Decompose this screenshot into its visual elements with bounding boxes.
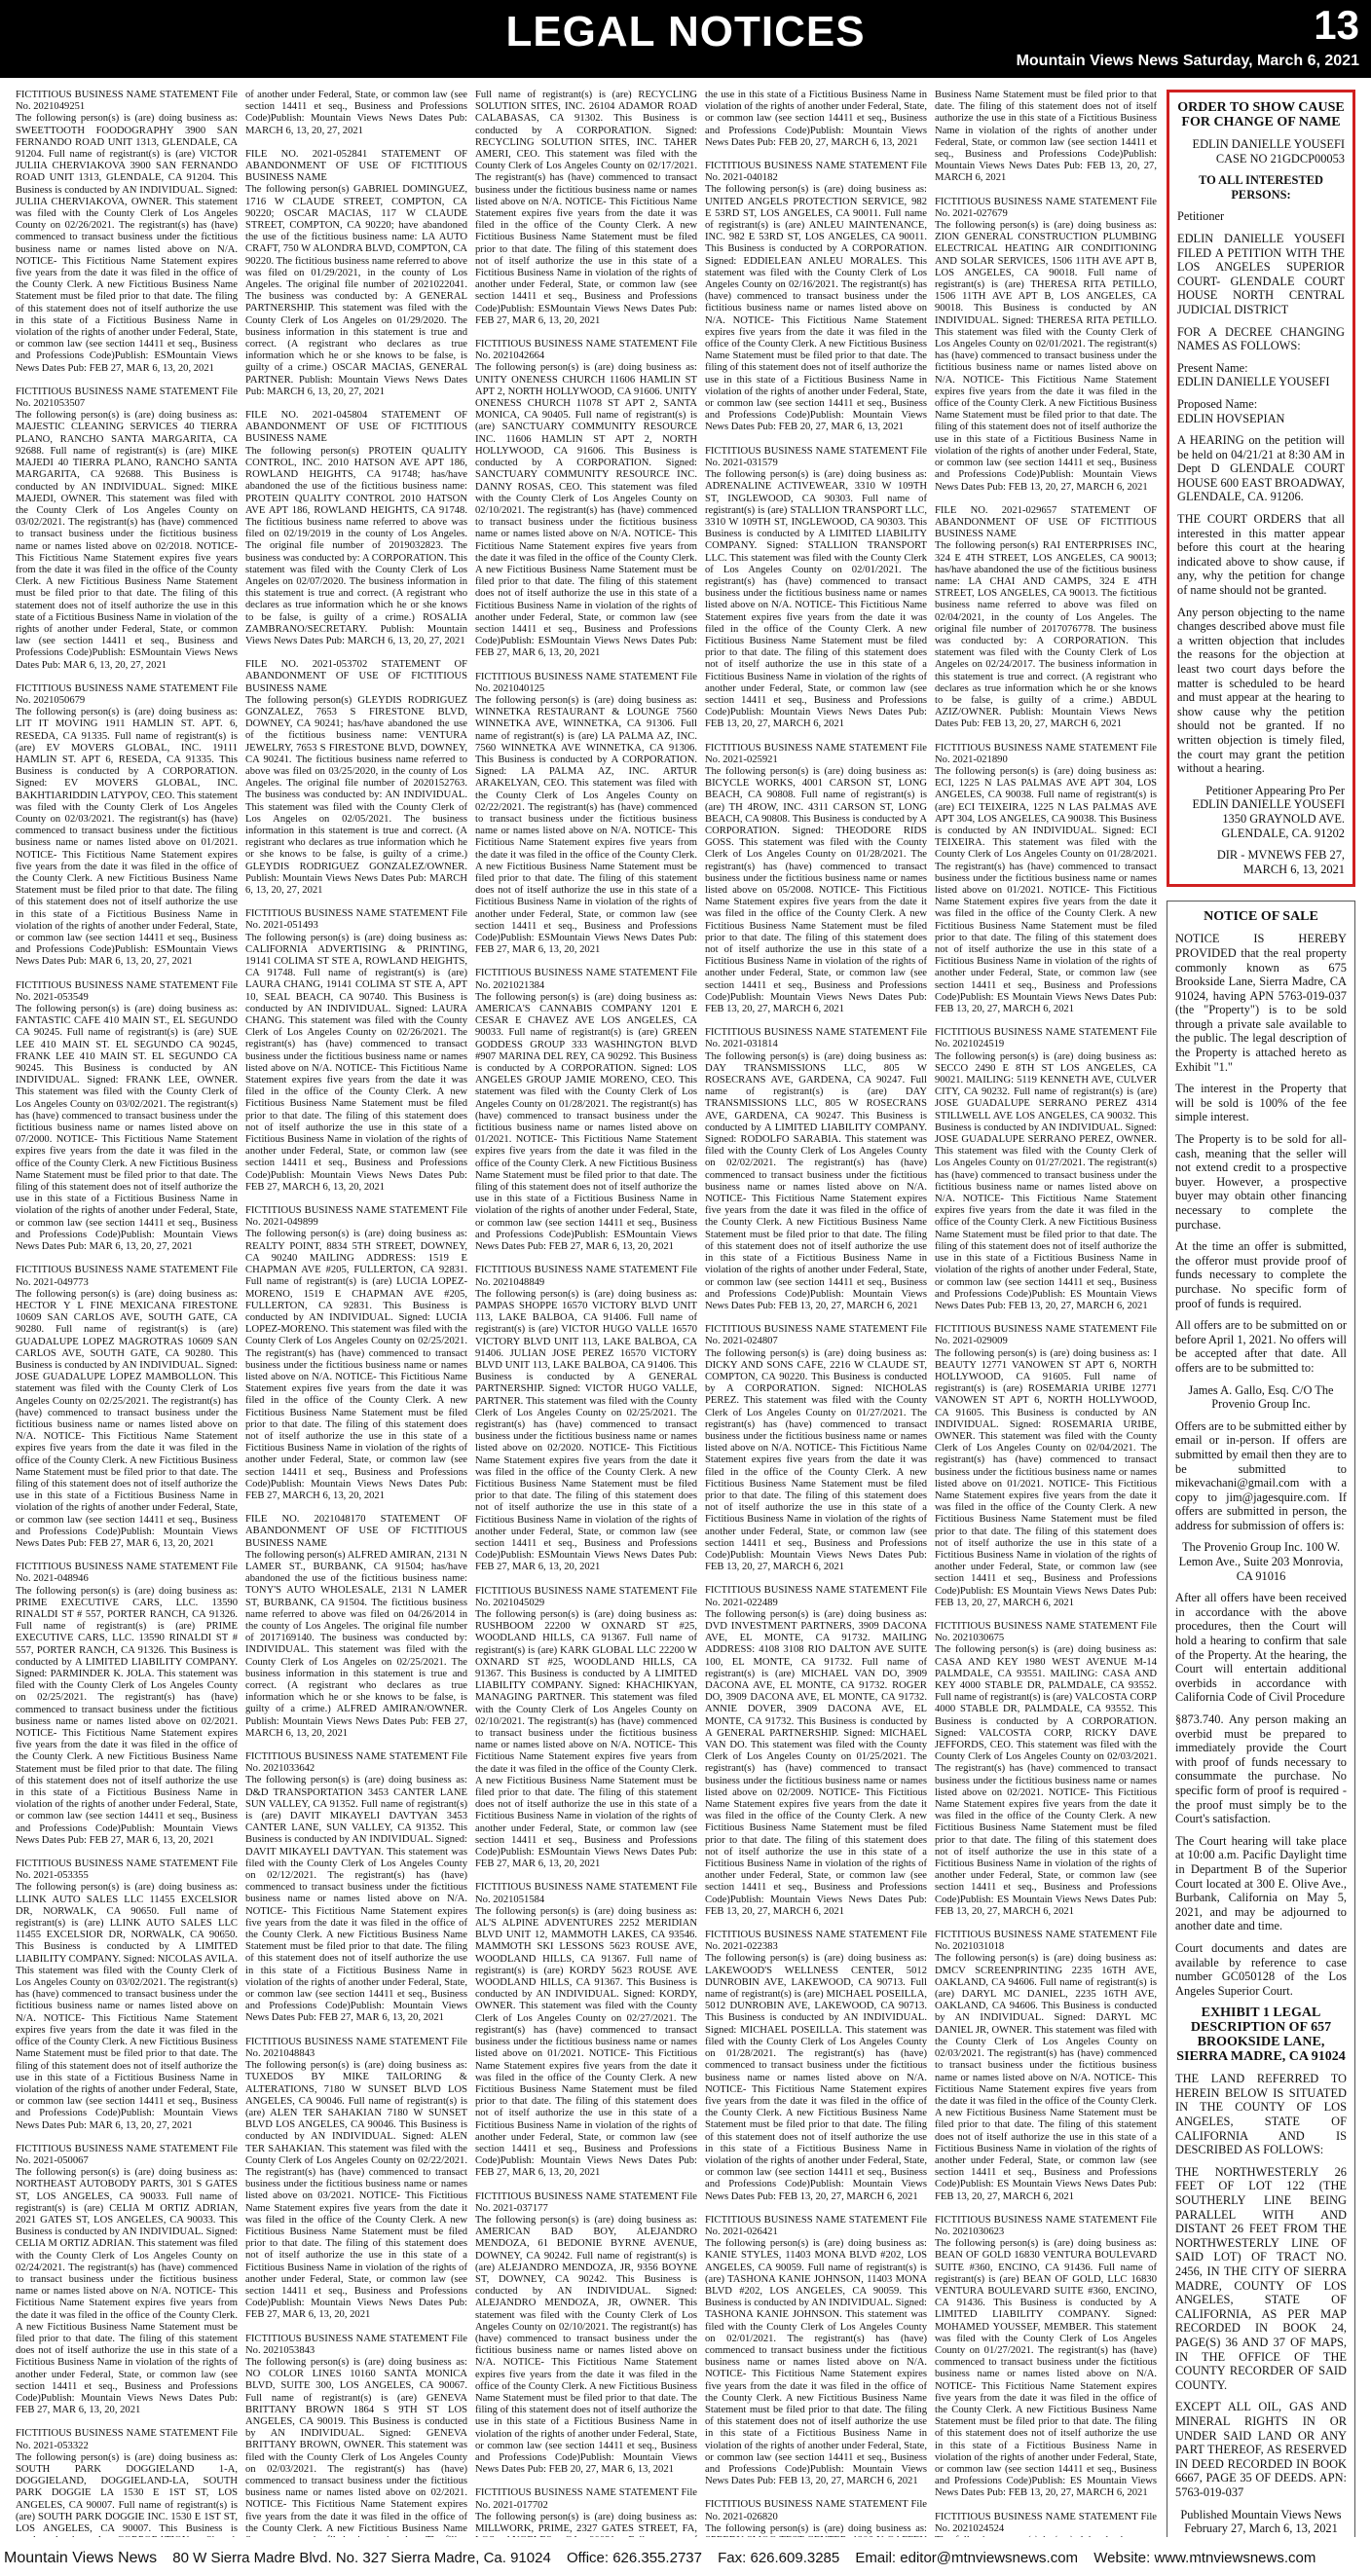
- notice-head: FICTITIOUS BUSINESS NAME STATEMENT File No. 2021048849: [475, 1265, 697, 1288]
- notice-body: The following person(s) is (are) doing business as: REALTY POINT, 8834 5TH STREET, DOWNEY, CA 90240 MAILING ADDRESS: 1519 E CHAPMAN AVE #205, FULLERTON, CA 92831. Full name of registrant(s) is (are) LUCIA LOPEZ-MORENO, 1519 E CHAPMAN AVE #205, FULLERTON, CA 92831. This Business is conducted by AN INDIVIDUAL. Signed: LUCIA LOPEZ-MORENO. This statement was filed with the County Clerk of Los Angeles County on 02/25/2021. The registrant(s) has (have) commenced to transact business under the fictitious business name or names listed above on N/A. NOTICE- This Fictitious Name Statement expires five years from the date it was filed in the office of the County Clerk. A new Fictitious Business Name Statement must be filed prior to that date. The filing of this statement does not of itself authorize the use in this state of a Fictitious Business Name in violation of the rights of another under Federal, State, or common law (see section 14411 et seq., Business and Professions Code)Publish: Mountain Views News Dates Pub: FEB 27, MARCH 6, 13, 20, 2021: [245, 1229, 467, 1501]
- notice-body: The following person(s) GLEYDIS RODRIGUEZ GONZALEZ, 7653 S FIRESTONE BLVD, DOWNEY, CA 90241; has/have abandoned the use of the fictitious business name: VENTURA JEWELRY, 7653 S FIRESTONE BLVD, DOWNEY, CA 90241. The fictitious business name referred to above was filed on 03/25/2020, in the county of Los Angeles. The original file number of 2020152763. The business was conducted by: AN INDIVIDUAL. This statement was filed with the County Clerk of Los Angeles on 02/05/2021. The business information in this statement is true and correct. (A registrant who declares as true information which he or she knows to be false, is guilty of a crime.) GLEYDIS RODRIGUEZ GONZALEZ/OWNER. Publish: Mountain Views News Dates Pub: MARCH 6, 13, 20, 27, 2021: [245, 694, 467, 896]
- notice-body: The following person(s) is (are) doing business as: MILLWORK, PRIME, 2327 GATES STREET, FA,: [475, 2511, 697, 2535]
- notice-head: FICTITIOUS BUSINESS NAME STATEMENT File No. 2021-022383: [705, 1930, 927, 1953]
- legal-notice: [245, 2037, 467, 2322]
- legal-notice: [245, 659, 467, 897]
- legal-notice: [475, 339, 697, 659]
- sale-paragraphs: [1175, 1082, 1347, 1998]
- exhibit-title: EXHIBIT 1 LEGAL DESCRIPTION OF 657 BROOKSIDE LANE, SIERRA MADRE, CA 91024: [1176, 2006, 1346, 2065]
- sale-paragraph: The Court hearing will take place at 10:00 a.m. Pacific Daylight time in Department B of the Superior Court located at 300 E. Olive Ave., Burbank, California on May 5, 2021, and may be adjourned to another date and time.: [1175, 1833, 1347, 1933]
- notice-head: FICTITIOUS BUSINESS NAME STATEMENT File No. 2021048843: [245, 2036, 467, 2059]
- legal-notice: [935, 1324, 1157, 1609]
- legal-notice: [935, 2215, 1157, 2500]
- sale-paragraph: Court documents and dates are available by reference to case number GC050128 of the Los Angeles Superior Court.: [1175, 1940, 1347, 1998]
- legal-notice: [245, 149, 467, 398]
- notice-head: FICTITIOUS BUSINESS NAME STATEMENT File No. 2021-037177: [475, 2190, 697, 2214]
- legal-notice: [16, 90, 238, 375]
- sale-paragraph: The Property is to be sold for all-cash, meaning that the seller will not extend credit to a prospective buyer. However, a prospective buyer may obtain other financing necessary to complete the purchase.: [1175, 1132, 1347, 1232]
- footer-office: Office: 626.355.2737: [566, 2550, 702, 2566]
- notice-head: FICTITIOUS BUSINESS NAME STATEMENT File No. 2021-053355: [16, 1858, 238, 1882]
- legal-notice: [705, 743, 927, 1016]
- notice-head: FICTITIOUS BUSINESS NAME STATEMENT File No. 2021-027679: [935, 196, 1157, 219]
- notice-head: FICTITIOUS BUSINESS NAME STATEMENT File No. 2021-053322: [16, 2428, 238, 2451]
- legal-notice: [245, 908, 467, 1194]
- notice-head: FICTITIOUS BUSINESS NAME STATEMENT File No. 2021-049773: [16, 1265, 238, 1288]
- notice-body: The following person(s) is (are) doing business as: TUXEDOS BY MIKE TAILORING & ALTERATIONS, 7180 W SUNSET BLVD LOS ANGELES, CA 90046. Full name of registrant(s) is (are) ALEN TER SAHAKIAN 7180 W SUNSET BLVD LOS ANGELES, CA 90046. This Business is conducted by AN INDIVIDUAL. Signed: ALEN TER SAHAKIAN. This statement was filed with the County Clerk of Los Angeles County on 02/22/2021. The registrant(s) has (have) commenced to transact business under the fictitious business name or names listed above on 03/2021. NOTICE- This Fictitious Name Statement expires five years from the date it was filed in the office of the County Clerk. A new Fictitious Business Name Statement must be filed prior to that date. The filing of this statement does not of itself authorize the use in this state of a Fictitious Business Name in violation of the rights of another under Federal, State, or common law (see section 14411 et seq., Business and Professions Code)Publish: Mountain Views News Dates Pub: FEB 27, MAR 6, 13, 20, 2021: [245, 2060, 467, 2321]
- notice-head: FICTITIOUS BUSINESS NAME STATEMENT File No. 2021040125: [475, 671, 697, 694]
- legal-notice: [16, 1562, 238, 1847]
- notice-body: The following person(s) is (are) doing business as: DICKY AND SONS CAFE, 2216 W CLAUDE ST, COMPTON, CA 90220. This Business is conducted by A CORPORATION. Signed: NICHOLAS PEREZ. This statement was filed with the County Clerk of Los Angeles County on 01/27/2021. The registrant(s) has (have) commenced to transact business under the fictitious business name or names listed above on N/A. NOTICE- This Fictitious Name Statement expires five years from the date it was filed in the office of the County Clerk. A new Fictitious Business Name Statement must be filed prior to that date. The filing of this statement does not of itself authorize the use in this state of a Fictitious Business Name in violation of the rights of another under Federal, State, or common law (see section 14411 et seq., Business and Professions Code)Publish: Mountain Views News Dates Pub: FEB 13, 20, 27, MARCH 6, 2021: [705, 1347, 927, 1573]
- legal-notice: [475, 968, 697, 1253]
- notice-body: The following person(s) is (are) doing business as: SOUTH PARK DOGGIELAND 1-A, DOGGIELAND, DOGGIELAND-LA, SOUTH PARK DOGGIE LA 1530 E 1ST ST, LOS ANGELES, CA 90007. Full name of registrant(s) is (are) SOUTH PARK DOGGIE INC. 1530 E 1ST ST, LOS ANGELES, CA 90007. This Business is: [16, 2451, 238, 2535]
- sale-publication: Published Mountain Views News February 27, March 6, 13, 2021: [1180, 2507, 1342, 2536]
- column-4: [705, 90, 927, 2537]
- notice-body: The following person(s) RAI ENTERPRISES INC, 324 E 4TH STREET, LOS ANGELES, CA 90013; has/have abandoned the use of the fictitious business name: LA CHAI AND CAMPS, 324 E 4TH STREET, LOS ANGELES, CA 90013. The fictitious business name referred to above was filed on 02/04/2021, in the county of Los Angeles. The original file number of 2017076778. The business was conducted by: A CORPORATION. This statement was filed with the County Clerk of Los Angeles on 02/24/2017. The business information in this statement is true and correct. (A registrant who declares as true information which he or she knows to be false, is guilty of a crime.) ABDUL AZIZ/OWNER. Publish: Mountain Views News Dates Pub: FEB 13, 20, 27, MARCH 6, 2021: [935, 540, 1157, 730]
- order-to-all: TO ALL INTERESTED PERSONS:: [1199, 173, 1323, 202]
- legal-notice: [245, 410, 467, 647]
- notice-head: FICTITIOUS BUSINESS NAME STATEMENT File No. 2021-031579: [705, 445, 927, 468]
- footer-brand: Mountain Views News: [4, 2550, 158, 2566]
- notice-head: FICTITIOUS BUSINESS NAME STATEMENT File No. 2021-031814: [705, 1027, 927, 1050]
- notice-body: The following person(s) is (are) doing business as: MAJESTIC CLEANING SERVICES 40 TIERRA PLANO, RANCHO SANTA MARGARITA, CA 92688. Full name of registrant(s) is (are) MIKE MAJEDI 40 TIERRA PLANO, RANCHO SANTA MARGARITA, CA 92688. This Business is conducted by AN INDIVIDUAL. Signed: MIKE MAJEDI, OWNER. This statement was filed with the County Clerk of Los Angeles County on 03/02/2021. The registrant(s) has (have) commenced to transact business under the fictitious business name or names listed above on 02/2018. NOTICE- This Fictitious Name Statement expires five years from the date it was filed in the office of the County Clerk. A new Fictitious Business Name Statement must be filed prior to that date. The filing of this statement does not of itself authorize the use in this state of a Fictitious Business Name in violation of the rights of another under Federal, State, or common law (see section 14411 et seq., Business and Professions Code)Publish: ESMountain Views News Dates Pub: MAR 6, 13, 20, 27, 2021: [16, 410, 238, 671]
- legal-notice: [935, 1930, 1157, 2203]
- notice-head: FICTITIOUS BUSINESS NAME STATEMENT File No. 2021051584: [475, 1882, 697, 1905]
- notice-body: The following person(s) is (are) doing business as: RUSHBOOM 22200 W OXNARD ST #25, WOODLAND HILLS, CA 91367. Full name of registrant(s) is (are) KARK GLOBAL LLC 22200 W OXNARD ST #25, WOODLAND HILLS, CA 91367. This Business is conducted by A LIMITED LIABILITY COMPANY. Signed: KHACHIKYAN, MANAGING PARTNER. This statement was filed with the County Clerk of Los Angeles County on 02/10/2021. The registrant(s) has (have) commenced to transact business under the fictitious business name or names listed above on N/A. NOTICE- This Fictitious Name Statement expires five years from the date it was filed in the office of the County Clerk. A new Fictitious Business Name Statement must be filed prior to that date. The filing of this statement does not of itself authorize the use in this state of a Fictitious Business Name in violation of the rights of another under Federal, State, or common law (see section 14411 et seq., Business and Professions Code)Publish: ESMountain Views News Dates Pub: FEB 27, MAR 6, 13, 20, 2021: [475, 1608, 697, 1870]
- legal-notice: [16, 1265, 238, 1550]
- notice-body: The following person(s) is (are) doing business as: ECI, 1225 N LAS PALMAS AVE APT 304, LOS ANGELES, CA 90038. Full name of registrant(s) is (are) ECI TEIXEIRA, 1225 N LAS PALMAS AVE APT 304, LOS ANGELES, CA 90038. This Business is conducted by AN INDIVIDUAL. Signed: ECI TEIXEIRA. This statement was filed with the County Clerk of Los Angeles County on 01/28/2021. The registrant(s) has (have) commenced to transact business under the fictitious business name or names listed above on 01/2021. NOTICE- This Fictitious Name Statement expires five years from the date it was filed in the office of the County Clerk. A new Fictitious Business Name Statement must be filed prior to that date. The filing of this statement does not of itself authorize the use in this state of a Fictitious Business Name in violation of the rights of another under Federal, State, or common law (see section 14411 et seq., Business and Professions Code)Publish: ES Mountain Views News Dates Pub: FEB 13, 20, 27, MARCH 6, 2021: [935, 765, 1157, 1015]
- notice-body: The following person(s) is (are) doing business as: CALIFORNIA ADVERTISING & PRINTING, 19141 COLIMA ST STE A, ROWLAND HEIGHTS, CA 91748. Full name of registrant(s) is (are) LAURA CHANG, 19141 COLIMA ST STE A, APT 10, SEAL BEACH, CA 90740. This Business is conducted by AN INDIVIDUAL. Signed: LAURA CHANG. This statement was filed with the County Clerk of Los Angeles County on 02/26/2021. The registrant(s) has (have) commenced to transact business under the fictitious business name or names listed above on N/A. NOTICE- This Fictitious Name Statement expires five years from the date it was filed in the office of the County Clerk. A new Fictitious Business Name Statement must be filed prior to that date. The filing of this statement does not of itself authorize the use in this state of a Fictitious Business Name in violation of the rights of another under Federal, State, or common law (see section 14411 et seq., Business and Professions Code)Publish: Mountain Views News Dates Pub: FEB 27, MARCH 6, 13, 20, 2021: [245, 932, 467, 1193]
- notice-body: The following person(s) is (are) doing business as: ZION GENERAL CONSTRUCTION PLUMBING ELECTRICAL HEATING AIR CONDITIONING AND SOLAR SERVICES, 1506 11TH AVE APT B, LOS ANGELES, CA 90018. Full name of registrant(s) is (are) THERESA RITA PETILLO, 1506 11TH AVE APT B, LOS ANGELES, CA 90018. This Business is conducted by AN INDIVIDUAL. Signed: THERESA RITA PETILLO. This statement was filed with the County Clerk of Los Angeles County on 02/01/2021. The registrant(s) has (have) commenced to transact business under the fictitious business name or names listed above on N/A. NOTICE- This Fictitious Name Statement expires five years from the date it was filed in the office of the County Clerk. A new Fictitious Business Name Statement must be filed prior to that date. The filing of this statement does not of itself authorize the use in this state of a Fictitious Business Name in violation of the rights of another under Federal, State, or common law (see section 14411 et seq., Business and Professions Code)Publish: Mountain Views News Dates Pub: FEB 13, 20, 27, MARCH 6, 2021: [935, 220, 1157, 493]
- legal-notices-columns: [16, 90, 1355, 2537]
- sale-lead: NOTICE IS HEREBY PROVIDED that the real property commonly known as 675 Brookside Lane, Sierra Madre, CA 91024, having APN 5763-019-037 (the "Property") is to be sold through a private sale available to the public. The legal description of the Property is attached hereto as Exhibit "1.": [1175, 932, 1347, 1074]
- order-proposed-name: EDLIN HOVSEPIAN: [1177, 411, 1285, 425]
- legal-notice: [705, 90, 927, 149]
- legal-notice: [935, 743, 1157, 1016]
- legal-notice: [16, 1858, 238, 2132]
- notice-head: FICTITIOUS BUSINESS NAME STATEMENT File No. 2021024524: [935, 2511, 1157, 2534]
- order-decree-text: FOR A DECREE CHANGING NAMES AS FOLLOWS:: [1177, 324, 1345, 353]
- legal-notice: [935, 197, 1157, 494]
- legal-notice: [935, 505, 1157, 731]
- sale-paragraph: §873.740. Any person making an overbid must be prepared to immediately provide the Court with proof of funds necessary to consummate the purchase. No specific form of proof is required - the proof must simply be to the Court's satisfaction.: [1175, 1712, 1347, 1826]
- notice-body: The following person(s) ALFRED AMIRAN, 2131 N LAMER ST., BURBANK, CA 91504; has/have abandoned the use of the fictitious business name: TONY'S AUTO WHOLESALE, 2131 N LAMER ST, BURBANK, CA 91504. The fictitious business name referred to above was filed on 04/26/2014 in the county of Los Angeles. The original file number of 2017169140. The business was conducted by: INDIVIDUAL. This statement was filed with the County Clerk of Los Angeles on 02/25/2021. The business information in this statement is true and correct. (A registrant who declares as true information which he or she knows to be false, is guilty of a crime.) ALFRED AMIRAN/OWNER. Publish: Mountain Views News Dates Pub: FEB 27, MARCH 6, 13, 20, 2021: [245, 1549, 467, 1739]
- order-objection-text: Any person objecting to the name changes described above must file a written objection that includes the reasons for the objection at least two court days before the matter is scheduled to be heard and must appear at the hearing to show cause why the petition should not be granted. If no written objection is timely filed, the court may grant the petition without a hearing.: [1177, 605, 1345, 776]
- legal-notice: [245, 90, 467, 137]
- notice-head: FICTITIOUS BUSINESS NAME STATEMENT File No. 2021-050067: [16, 2143, 238, 2166]
- column-5: [935, 90, 1157, 2537]
- notice-head: FICTITIOUS BUSINESS NAME STATEMENT File No. 2021-026421: [705, 2214, 927, 2237]
- sale-paragraph: James A. Gallo, Esq. C/O The Provenio Group Inc.: [1188, 1382, 1334, 1412]
- column-3: [475, 90, 697, 2537]
- notice-head: FILE NO. 2021-029657 STATEMENT OF ABANDONMENT OF USE OF FICTITIOUS BUSINESS NAME: [935, 504, 1157, 540]
- notice-head: FICTITIOUS BUSINESS NAME STATEMENT File No. 2021045029: [475, 1585, 697, 1608]
- notice-head: FICTITIOUS BUSINESS NAME STATEMENT File No. 2021-026820: [705, 2499, 927, 2522]
- sale-paragraph: All offers are to be submitted on or before April 1, 2021. No offers will be accepted after that date. All offers are to be submitted to:: [1175, 1318, 1347, 1375]
- notice-body: The following person(s) is (are) doing business as: CASA AND KEY 1980 WEST AVENUE M-14 PALMDALE, CA 93551. MAILING: CASA AND KEY 4000 STABLE DR, PALMDALE, CA 93552. Full name of registrant(s) is (are) VALCOSTA CORP 4000 STABLE DR, PALMDALE, CA 93552. This Business is conducted by A CORPORATION. Signed: VALCOSTA CORP, RICKY DAVE JEFFORDS, CEO. This statement was filed with the County Clerk of Los Angeles County on 02/03/2021. The registrant(s) has (have) commenced to transact business under the fictitious business name or names listed above on 02/2021. NOTICE- This Fictitious Name Statement expires five years from the date it was filed in the office of the County Clerk. A new Fictitious Business Name Statement must be filed prior to that date. The filing of this statement does not of itself authorize the use in this state of a Fictitious Business Name in violation of the rights of another under Federal, State, or common law (see section 14411 et seq., Business and Professions Code)Publish: ES Mountain Views News Dates Pub: FEB 13, 20, 27, MARCH 6, 2021: [935, 1644, 1157, 1917]
- notice-body: Business Name Statement must be filed prior to that date. The filing of this statement does not of itself authorize the use in this state of a Fictitious Business Name in violation of the rights of another under Federal, State, or common law (see section 14411 et seq., Business and Professions Code)Publish: Mountain Views News Dates Pub: FEB 13, 20, 27, MARCH 6, 2021: [935, 90, 1157, 184]
- legal-notice: [245, 1514, 467, 1740]
- notice-head: FICTITIOUS BUSINESS NAME STATEMENT File No. 2021-017702: [475, 2487, 697, 2511]
- legal-notice: [705, 446, 927, 731]
- notice-body: The following person(s) is (are) doing business as: HECTOR Y L FINE MEXICANA FIRESTONE 10609 SAN CARLOS AVE, SOUTH GATE, CA 90280. Full name of registrant(s) is (are) GUADALUPE LOPEZ MAGROTRAS 10609 SAN CARLOS AVE, SOUTH GATE, CA 90280. This Business is conducted by AN INDIVIDUAL. Signed: JOSE GUADALUPE LOPEZ MAMBOLLON. This statement was filed with the County Clerk of Los Angeles County on 02/25/2021. The registrant(s) has (have) commenced to transact business under the fictitious business name or names listed above on N/A. NOTICE- This Fictitious Name Statement expires five years from the date it was filed in the office of the County Clerk. A new Fictitious Business Name Statement must be filed prior to that date. The filing of this statement does not of itself authorize the use in this state of a Fictitious Business Name in violation of the rights of another under Federal, State, or common law (see section 14411 et seq., Business and Professions Code)Publish: Mountain Views News Dates Pub: FEB 27, MAR 6, 13, 20, 2021: [16, 1288, 238, 1549]
- notice-head: FICTITIOUS BUSINESS NAME STATEMENT File No. 2021-048946: [16, 1562, 238, 1585]
- legal-notice: [16, 980, 238, 1254]
- legal-notice: [16, 386, 238, 672]
- legal-notice: [475, 1586, 697, 1871]
- notice-head: FICTITIOUS BUSINESS NAME STATEMENT File No. 2021021384: [475, 968, 697, 991]
- legal-notice: [16, 2428, 238, 2537]
- notice-head: FICTITIOUS BUSINESS NAME STATEMENT File No. 2021-053549: [16, 979, 238, 1003]
- legal-notice: [475, 1265, 697, 1573]
- notice-body: The following person(s) is (are) doing business as: FANTASTIC CAFE 410 MAIN ST., EL SEGUNDO CA 90245. Full name of registrant(s) is (are) SUE LEE 410 MAIN ST. EL SEGUNDO CA 90245, FRANK LEE 410 MAIN ST. EL SEGUNDO CA 90245. This Business is conducted by AN INDIVIDUAL. Signed: FRANK LEE, OWNER. This statement was filed with the County Clerk of Los Angeles County on 03/02/2021. The registrant(s) has (have) commenced to transact business under the fictitious business name or names listed above on 07/2000. NOTICE- This Fictitious Name Statement expires five years from the date it was filed in the office of the County Clerk. A new Fictitious Business Name Statement must be filed prior to that date. The filing of this statement does not of itself authorize the use in this state of a Fictitious Business Name in violation of the rights of another under Federal, State, or common law (see section 14411 et seq., Business and Professions Code)Publish: Mountain Views News Dates Pub: MAR 6, 13, 20, 27, 2021: [16, 1004, 238, 1253]
- order-present-name-label: Present Name:: [1177, 360, 1248, 375]
- legal-notice: [475, 90, 697, 327]
- sale-paragraph: Offers are to be submitted either by email or in-person. If offers are submitted by email then they are to be submitted to mikevachani@gmail.com with a copy to jim@jagesquire.com. If offers are submitted in person, the address for submission of offers is:: [1175, 1418, 1347, 1532]
- notice-of-sale-box: [1167, 901, 1355, 2537]
- order-proposed-name-label: Proposed Name:: [1177, 396, 1258, 411]
- legal-notice: [935, 1621, 1157, 1918]
- legal-notice: [475, 1882, 697, 2179]
- sale-paragraph: The interest in the Property that will be sold is 100% of the fee simple interest.: [1175, 1082, 1347, 1124]
- order-petitioner-label: Petitioner: [1177, 209, 1225, 224]
- notice-head: FICTITIOUS BUSINESS NAME STATEMENT File No. 2021-049899: [245, 1205, 467, 1229]
- notice-body: The following person(s) is (are) doing business as: BICYCLE WORKS, 4001 CARSON ST, LONG BEACH, CA 90808. Full name of registrant(s) is (are) TH 4ROW, INC. 4311 CARSON ST, LONG BEACH, CA 90808. This Business is conducted by A CORPORATION. Signed: THEODORE RIDS GOSS. This statement was filed with the County Clerk of Los Angeles County on 01/28/2021. The registrant(s) has (have) commenced to transact business under the fictitious business name or names listed above on 05/2008. NOTICE- This Fictitious Name Statement expires five years from the date it was filed in the office of the County Clerk. A new Fictitious Business Name Statement must be filed prior to that date. The filing of this statement does not of itself authorize the use in this state of a Fictitious Business Name in violation of the rights of another under Federal, State, or common law (see section 14411 et seq., Business and Professions Code)Publish: Mountain Views News Dates Pub: FEB 13, 20, 27, MARCH 6, 2021: [705, 765, 927, 1015]
- notice-head: FICTITIOUS BUSINESS NAME STATEMENT File No. 2021042664: [475, 339, 697, 362]
- notice-head: FICTITIOUS BUSINESS NAME STATEMENT File No. 2021030675: [935, 1620, 1157, 1644]
- notice-body: The following person(s) is (are) doing business as:: [705, 2522, 927, 2534]
- legal-notice: [705, 1585, 927, 1918]
- publication-date: Mountain Views News Saturday, March 6, 2021: [1016, 53, 1359, 69]
- column-1: [16, 90, 238, 2537]
- order-court-orders-text: THE COURT ORDERS that all interested in this matter appear before this court at the hearing indicated above to show cause, if any, why the petition for change of name should not be granted.: [1177, 512, 1345, 598]
- exhibit-paragraph: EXCEPT ALL OIL, GAS AND MINERAL RIGHTS IN OR UNDER SAID LAND OR ANY PART THEREOF, AS RESERVED IN DEED RECORDED IN BOOK 6667, PAGE 35 OF DEEDS. APN: 5763-019-037: [1175, 2400, 1347, 2499]
- exhibit-paragraph: THE NORTHWESTERLY 26 FEET OF LOT 122 (THE SOUTHERLY LINE BEING PARALLEL WITH AND DISTANT 26 FEET FROM THE NORTHWESTERLY LINE OF SAID LOT) OF TRACT NO. 2456, IN THE CITY OF SIERRA MADRE, COUNTY OF LOS ANGELES, STATE OF CALIFORNIA, AS PER MAP RECORDED IN BOOK 24, PAGE(S) 36 AND 37 OF MAPS, IN THE OFFICE OF THE COUNTY RECORDER OF SAID COUNTY.: [1175, 2164, 1347, 2392]
- sale-paragraph: After all offers have been received in accordance with the above procedures, then the Court will hold a hearing to confirm that sale of the Property. At the hearing, the Court will entertain additional overbids in accordance with California Code of Civil Procedure: [1175, 1591, 1347, 1705]
- notice-body: the use in this state of a Fictitious Business Name in violation of the rights of another under Federal, State, or common law (see section 14411 et seq., Business and Professions Code)Publish: Mountain Views News Dates Pub: FEB 20, 27, MARCH 6, 13, 2021: [705, 90, 927, 148]
- footer-website: Website: www.mtnviewsnews.com: [1093, 2550, 1316, 2566]
- legal-notice: [935, 90, 1157, 185]
- notice-body: The following person(s) is (are) doing business as: UNITED ANGELS PROTECTION SERVICE, 982 E 53RD ST, LOS ANGELES, CA 90011. Full name of registrant(s) is (are) ANLEU MAINTENANCE, INC. 982 E 53RD ST, LOS ANGELES, CA 90011. This Business is conducted by A CORPORATION. Signed: EDDIELEAN ANLEU MORALES. This statement was filed with the County Clerk of Los Angeles County on 02/16/2021. The registrant(s) has (have) commenced to transact business under the fictitious business name or names listed above on N/A. NOTICE- This Fictitious Name Statement expires five years from the date it was filed in the office of the County Clerk. A new Fictitious Business Name Statement must be filed prior to that date. The filing of this statement does not of itself authorize the use in this state of a Fictitious Business Name in violation of the rights of another under Federal, State, or common law (see section 14411 et seq., Business and Professions Code)Publish: Mountain Views News Dates Pub: FEB 20, 27, MAR 6, 13, 2021: [705, 184, 927, 433]
- legal-notice: [935, 1027, 1157, 1312]
- footer-address: 80 W Sierra Madre Blvd. No. 327 Sierra Madre, Ca. 91024: [172, 2550, 551, 2566]
- legal-notice: [705, 2215, 927, 2488]
- notice-body: The following person(s) is (are) doing business as: PRIME EXECUTIVE CARS, LLC. 13590 RINALDI ST # 557, PORTER RANCH, CA 91326. Full name of registrant(s) is (are) PRIME EXECUTIVE CARS, LLC. 13590 RINALDI ST # 557, PORTER RANCH, CA 91326. This Business is conducted by A LIMITED LIABILITY COMPANY. Signed: PARMINDER K. JOLA. This statement was filed with the County Clerk of Los Angeles County on 02/25/2021. The registrant(s) has (have) commenced to transact business under the fictitious business name or names listed above on 02/2021. NOTICE- This Fictitious Name Statement expires five years from the date it was filed in the office of the County Clerk. A new Fictitious Business Name Statement must be filed prior to that date. The filing of this statement does not of itself authorize the use in this state of a Fictitious Business Name in violation of the rights of another under Federal, State, or common law (see section 14411 et seq., Business and Professions Code)Publish: Mountain Views News Dates Pub: FEB 27, MAR 6, 13, 20, 2021: [16, 1585, 238, 1846]
- notice-body: The following person(s) is (are) doing business as: SWEETTOOTH FOODOGRAPHY 3900 SAN FERNANDO ROAD UNIT 1313, GLENDALE, CA 91204. Full name of registrant(s) is (are) VICTOR JULIIA CHERVIAKOVA 3900 SAN FERNANDO ROAD UNIT 1313, GLENDALE, CA 91204. This Business is conducted by AN INDIVIDUAL. Signed: JULIIA CHERVIAKOVA, OWNER. This statement was filed with the County Clerk of Los Angeles County on 02/26/2021. The registrant(s) has (have) commenced to transact business under the fictitious business name or names listed above on N/A. NOTICE- This Fictitious Name Statement expires five years from the date it was filed in the office of the County Clerk. A new Fictitious Business Name Statement must be filed prior to that date. The filing of this statement does not of itself authorize the use in this state of a Fictitious Business Name in violation of the rights of another under Federal, State, or common law (see section 14411 et seq., Business and Professions Code)Publish: ESMountain Views News Dates Pub: FEB 27, MAR 6, 13, 20, 2021: [16, 113, 238, 374]
- exhibit-paragraph: THE LAND REFERRED TO HEREIN BELOW IS SITUATED IN THE COUNTY OF LOS ANGELES, STATE OF CALIFORNIA AND IS DESCRIBED AS FOLLOWS:: [1175, 2072, 1347, 2157]
- legal-notice: [935, 2512, 1157, 2537]
- notice-body: The following person(s) is (are) doing business as: I BEAUTY 12771 VANOWEN ST APT 6, NORTH HOLLYWOOD, CA 91605. Full name of registrant(s) is (are) ROSEMARIA URIBE 12771 VANOWEN ST APT 6, NORTH HOLLYWOOD, CA 91605. This Business is conducted by AN INDIVIDUAL. Signed: ROSEMARIA URIBE, OWNER. This statement was filed with the County Clerk of Los Angeles County on 02/04/2021. The registrant(s) has (have) commenced to transact business under the fictitious business name or names listed above on 01/2021. NOTICE- This Fictitious Name Statement expires five years from the date it was filed in the office of the County Clerk. A new Fictitious Business Name Statement must be filed prior to that date. The filing of this statement does not of itself authorize the use in this state of a Fictitious Business Name in violation of the rights of another under Federal, State, or common law (see section 14411 et seq., Business and Professions Code)Publish: ES Mountain Views News Dates Pub: FEB 13, 20, 27, MARCH 6, 2021: [935, 1347, 1157, 1608]
- notice-body: The following person(s) is (are) doing business as: UNITY ONENESS CHURCH 11606 HAMLIN ST APT 2, NORTH HOLLYWOOD, CA 91606. UNITY ONENESS CHURCH 11078 ST APT 2, SANTA MONICA, CA 90405. Full name of registrant(s) is (are) SANCTUARY COMMUNITY RESOURCE INC. 11606 HAMLIN ST APT 2, NORTH HOLLYWOOD, CA 91606. This Business is conducted by A CORPORATION. Signed: SANCTUARY COMMUNITY RESOURCE INC. DANNY ROSAS, CEO. This statement was filed with the County Clerk of Los Angeles County on 02/10/2021. The registrant(s) has (have) commenced to transact business under the fictitious business name or names listed above on N/A. NOTICE- This Fictitious Name Statement expires five years from the date it was filed in the office of the County Clerk. A new Fictitious Business Name Statement must be filed prior to that date. The filing of this statement does not of itself authorize the use in this state of a Fictitious Business Name in violation of the rights of another under Federal, State, or common law (see section 14411 et seq., Business and Professions Code)Publish: ESMountain Views News Dates Pub: FEB 27, MAR 6, 13, 20, 2021: [475, 362, 697, 659]
- legal-notice: [705, 1930, 927, 2203]
- sale-paragraph: At the time an offer is submitted, the offeror must provide proof of funds necessary to complete the purchase. No specific form of proof of funds is required.: [1175, 1239, 1347, 1310]
- page-footer: [0, 2545, 1371, 2576]
- sale-paragraph: The Provenio Group Inc. 100 W. Lemon Ave., Suite 203 Monrovia, CA 91016: [1178, 1540, 1344, 1583]
- notice-head: FICTITIOUS BUSINESS NAME STATEMENT File No. 2021-024807: [705, 1324, 927, 1347]
- notice-body: The following person(s) is (are) doing business as: DVD INVESTMENT PARTNERS, 3909 DACONA AVE, EL MONTE, CA 91732. MAILING ADDRESS: 4108 3108 RIO DALTON AVE SUITE 100, EL MONTE, CA 91732. Full name of registrant(s) is (are) MICHAEL VAN DO, 3909 DACONA AVE, EL MONTE, CA 91732. ROGER DO, 3909 DACONA AVE, EL MONTE, CA 91732. ANNIE DOVER, 3909 DACONA AVE, EL MONTE, CA 91732. This Business is conducted by A GENERAL PARTNERSHIP. Signed: MICHAEL VAN DO. This statement was filed with the County Clerk of Los Angeles County on 01/25/2021. The registrant(s) has (have) commenced to transact business under the fictitious business name or names listed above on 02/2009. NOTICE- This Fictitious Name Statement expires five years from the date it was filed in the office of the County Clerk. A new Fictitious Business Name Statement must be filed prior to that date. The filing of this statement does not of itself authorize the use in this state of a Fictitious Business Name in violation of the rights of another under Federal, State, or common law (see section 14411 et seq., Business and Professions Code)Publish: Mountain Views News Dates Pub: FEB 13, 20, 27, MARCH 6, 2021: [705, 1608, 927, 1917]
- notice-body: The following person(s) is (are) doing business as: D&D TRANSPORTATION 3453 CANTER LANE SUN VALLEY, CA 91352. Full name of registrant(s) is (are) DAVIT MIKAYELI DAVTYAN 3453 CANTER LANE, SUN VALLEY, CA 91352. This Business is conducted by AN INDIVIDUAL. Signed: DAVIT MIKAYELI DAVTYAN. This statement was filed with the County Clerk of Los Angeles County on 02/12/2021. The registrant(s) has (have) commenced to transact business under the fictitious business name or names listed above on N/A. NOTICE- This Fictitious Name Statement expires five years from the date it was filed in the office of the County Clerk. A new Fictitious Business Name Statement must be filed prior to that date. The filing of this statement does not of itself authorize the use in this state of a Fictitious Business Name in violation of the rights of another under Federal, State, or common law (see section 14411 et seq., Business and Professions Code)Publish: Mountain Views News Dates Pub: FEB 27, MAR 6, 13, 20, 2021: [245, 1775, 467, 2024]
- notice-body: The following person(s) is (are) doing business as: AMERICA'S CANNABIS COMPANY 1201 E CESAR E CHAVEZ AVE LOS ANGELES, CA 90033. Full name of registrant(s) is (are) GREEN GODDESS GROUP 333 WASHINGTON BLVD #907 MARINA DEL REY, CA 90292. This Business is conducted by A CORPORATION. Signed: LOS ANGELES GROUP JAMIE MORENO, CEO. This statement was filed with the County Clerk of Los Angeles County on 01/28/2021. The registrant(s) has (have) commenced to transact business under the fictitious business name or names listed above on 01/2021. NOTICE- This Fictitious Name Statement expires five years from the date it was filed in the office of the County Clerk. A new Fictitious Business Name Statement must be filed prior to that date. The filing of this statement does not of itself authorize the use in this state of a Fictitious Business Name in violation of the rights of another under Federal, State, or common law (see section 14411 et seq., Business and Professions Code)Publish: ESMountain Views News Dates Pub: FEB 27, MAR 6, 13, 20, 2021: [475, 991, 697, 1253]
- notice-head: FICTITIOUS BUSINESS NAME STATEMENT File No. 2021-040182: [705, 161, 927, 184]
- masthead: [0, 0, 1371, 78]
- column-2: [245, 90, 467, 2537]
- notice-body: The following person(s) is (are) doing business as: WINNETKA RESTAURANT & LOUNGE 7560 WINNETKA AVE, WINNETKA, CA 91306. Full name of registrant(s) is (are) LA PALMA AZ, INC. 7560 WINNETKA AVE WINNETKA, CA 91306. This Business is conducted by A CORPORATION. Signed: LA PALMA AZ, INC. ARTUR ARAKELYAN, CEO. This statement was filed with the County Clerk of Los Angeles County on 02/22/2021. The registrant(s) has (have) commenced to transact business under the fictitious business name or names listed above on N/A. NOTICE- This Fictitious Name Statement expires five years from the date it was filed in the office of the County Clerk. A new Fictitious Business Name Statement must be filed prior to that date. The filing of this statement does not of itself authorize the use in this state of a Fictitious Business Name in violation of the rights of another under Federal, State, or common law (see section 14411 et seq., Business and Professions Code)Publish: ESMountain Views News Dates Pub: FEB 27, MAR 6, 13, 20, 2021: [475, 694, 697, 956]
- notice-body: The following person(s) is (are) doing business as: PAMPAS SHOPPE 16570 VICTORY BLVD UNIT 113, LAKE BALBOA, CA 91406. Full name of registrant(s) is (are) VICTOR HUGO VALLE 16570 VICTORY BLVD UNIT 113, LAKE BALBOA, CA 91406. JULIAN JOSE PEREZ 16570 VICTORY BLVD UNIT 113, LAKE BALBOA, CA 91406. This Business is conducted by A GENERAL PARTNERSHIP. Signed: VICTOR HUGO VALLE, PARTNER. This statement was filed with the County Clerk of Los Angeles County on 02/25/2021. The registrant(s) has (have) commenced to transact business under the fictitious business name or names listed above on 02/2020. NOTICE- This Fictitious Name Statement expires five years from the date it was filed in the office of the County Clerk. A new Fictitious Business Name Statement must be filed prior to that date. The filing of this statement does not of itself authorize the use in this state of a Fictitious Business Name in violation of the rights of another under Federal, State, or common law (see section 14411 et seq., Business and Professions Code)Publish: ESMountain Views News Dates Pub: FEB 27, MAR 6, 13, 20, 2021: [475, 1288, 697, 1573]
- legal-notice: [705, 1027, 927, 1312]
- notice-head: FILE NO. 2021-052841 STATEMENT OF ABANDONMENT OF USE OF FICTITIOUS BUSINESS NAME: [245, 148, 467, 184]
- notice-body: The following person(s) is (are) doing business as: LLINK AUTO SALES LLC 11455 EXCELSIOR DR, NORWALK, CA 90650. Full name of registrant(s) is (are) LLINK AUTO SALES LLC 11455 EXCELSIOR DR, NORWALK, CA 90650. This Business is conducted by A LIMITED LIABILITY COMPANY. Signed: NICOLAS AVILA. This statement was filed with the County Clerk of Los Angeles County on 03/02/2021. The registrant(s) has (have) commenced to transact business under the fictitious business name or names listed above on N/A. NOTICE- This Fictitious Name Statement expires five years from the date it was filed in the office of the County Clerk. A new Fictitious Business Name Statement must be filed prior to that date. The filing of this statement does not of itself authorize the use in this state of a Fictitious Business Name in violation of the rights of another under Federal, State, or common law (see section 14411 et seq., Business and Professions Code)Publish: Mountain Views News Dates Pub: MAR 6, 13, 20, 27, 2021: [16, 1882, 238, 2131]
- order-present-name: EDLIN DANIELLE YOUSEFI: [1177, 375, 1330, 389]
- notice-body: Full name of registrant(s) is (are) RECYCLING SOLUTION SITES, INC. 26104 ADAMOR ROAD CALABASAS, CA 91302. This Business is conducted by A CORPORATION. Signed: RECYCLING SOLUTION SITES, INC. TAHER AMERI, CEO. This statement was filed with the County Clerk of Los Angeles County on 02/17/2021. The registrant(s) has (have) commenced to transact business under the fictitious business name or names listed above on N/A. NOTICE- This Fictitious Name Statement expires five years from the date it was filed in the office of the County Clerk. A new Fictitious Business Name Statement must be filed prior to that date. The filing of this statement does not of itself authorize the use in this state of a Fictitious Business Name in violation of the rights of another under Federal, State, or common law (see section 14411 et seq., Business and Professions Code)Publish: ESMountain Views News Dates Pub: FEB 27, MAR 6, 13, 20, 2021: [475, 90, 697, 326]
- notice-head: FICTITIOUS BUSINESS NAME STATEMENT File No. 2021-029009: [935, 1324, 1157, 1347]
- notice-head: FICTITIOUS BUSINESS NAME STATEMENT File No. 2021-022489: [705, 1585, 927, 1608]
- notice-head: FICTITIOUS BUSINESS NAME STATEMENT File No. 2021024519: [935, 1027, 1157, 1050]
- notice-head: FICTITIOUS BUSINESS NAME STATEMENT File No. 2021033642: [245, 1751, 467, 1775]
- notice-body: of another under Federal, State, or common law (see section 14411 et seq., Business and Professions Code)Publish: Mountain Views News Dates Pub: MARCH 6, 13, 20, 27, 2021: [245, 90, 467, 136]
- notice-body: The following person(s) is (are) doing business as: BEAN OF GOLD 16830 VENTURA BOULEVARD SUITE #360, ENCINO, CA 91436. Full name of registrant(s) is (are) BEAN OF GOLD, LLC 16830 VENTURA BOULEVARD SUITE #360, ENCINO, CA 91436. This Business is conducted by A LIMITED LIABILITY COMPANY. Signed: MOHAMED YOUSSEF, MEMBER. This statement was filed with the County Clerk of Los Angeles County on 01/27/2021. The registrant(s) has (have) commenced to transact business under the fictitious business name or names listed above on N/A. NOTICE- This Fictitious Name Statement expires five years from the date it was filed in the office of the County Clerk. A new Fictitious Business Name Statement must be filed prior to that date. The filing of this statement does not of itself authorize the use in this state of a Fictitious Business Name in violation of the rights of another under Federal, State, or common law (see section 14411 et seq., Business and Professions Code)Publish: ES Mountain Views News Dates Pub: FEB 13, 20, 27, MARCH 6, 2021: [935, 2238, 1157, 2499]
- notice-body: The following person(s) is (are) doing business as: ADRENALINE ACTIVEWEAR, 3310 W 109TH ST, INGLEWOOD, CA 90303. Full name of registrant(s) is (are) STALLION TRANSPORT LLC, 3310 W 109TH ST, INGLEWOOD, CA 90303. This Business is conducted by A LIMITED LIABILITY COMPANY. Signed: STALLION TRANSPORT LLC. This statement was filed with the County Clerk of Los Angeles County on 02/01/2021. The registrant(s) has (have) commenced to transact business under the fictitious business name or names listed above on N/A. NOTICE- This Fictitious Name Statement expires five years from the date it was filed in the office of the County Clerk. A new Fictitious Business Name Statement must be filed prior to that date. The filing of this statement does not of itself authorize the use in this state of a Fictitious Business Name in violation of the rights of another under Federal, State, or common law (see section 14411 et seq., Business and Professions Code)Publish: Mountain Views News Dates Pub: FEB 13, 20, 27, MARCH 6, 2021: [705, 469, 927, 730]
- notice-head: FICTITIOUS BUSINESS NAME STATEMENT File No. 2021053843: [245, 2333, 467, 2356]
- notice-head: FILE NO. 2021-053702 STATEMENT OF ABANDONMENT OF USE OF FICTITIOUS BUSINESS NAME: [245, 659, 467, 694]
- exhibit-paragraphs: [1175, 2072, 1347, 2499]
- order-case-line: EDLIN DANIELLE YOUSEFI CASE NO 21GDCP00053: [1192, 137, 1345, 166]
- notice-body: The following person(s) PROTEIN QUALITY CONTROL, INC. 2010 HATSON AVE APT 186, ROWLAND HEIGHTS, CA 91748; has/have abandoned the use of the fictitious business name: PROTEIN QUALITY CONTROL 2010 HATSON AVE APT 186, ROWLAND HEIGHTS, CA 91748. The fictitious business name referred to above was filed on 02/19/2019 in the county of Los Angeles. The original file number of 2019032823. The business was conducted by: A CORPORATION. This statement was filed with the County Clerk of Los Angeles on 02/07/2020. The business information in this statement is true and correct. (A registrant who declares as true information which he or she knows to be false, is guilty of a crime.) ROSALIA ZAMBRANO/SECRETARY. Publish: Mountain Views News Dates Pub: MARCH 6, 13, 20, 27, 2021: [245, 445, 467, 646]
- notice-head: FICTITIOUS BUSINESS NAME STATEMENT File No. 2021050679: [16, 682, 238, 706]
- notice-head: FICTITIOUS BUSINESS NAME STATEMENT File No. 2021-051493: [245, 908, 467, 932]
- notice-head: FICTITIOUS BUSINESS NAME STATEMENT File No. 2021-025921: [705, 742, 927, 765]
- legal-notice: [705, 2499, 927, 2537]
- order-hearing-text: A HEARING on the petition will be held on 04/21/21 at 8:30 AM in Dept D GLENDALE COURT HOUSE 600 EAST BROADWAY, GLENDALE, CA. 91206.: [1177, 433, 1345, 504]
- page-number: 13: [1314, 2, 1359, 48]
- sale-title: NOTICE OF SALE: [1204, 909, 1318, 925]
- legal-notice: [16, 683, 238, 969]
- legal-notice: [705, 1324, 927, 1573]
- notice-body: The following person(s) is (are) doing business as: NORTHEAST AUTOBODY PARTS, 301 S GATES ST, LOS ANGELES, CA 90033. Full name of registrant(s) is (are) CELIA M ORTIZ ADRIAN, 2021 GATES ST, LOS ANGELES, CA 90033. This Business is conducted by AN INDIVIDUAL. Signed: CELIA M ORTIZ ADRIAN. This statement was filed with the County Clerk of Los Angeles County on 02/24/2021. The registrant(s) has (have) commenced to transact business under the fictitious business name or names listed above on N/A. NOTICE- This Fictitious Name Statement expires five years from the date it was filed in the office of the County Clerk. A new Fictitious Business Name Statement must be filed prior to that date. The filing of this statement does not of itself authorize the use in this state of a Fictitious Business Name in violation of the rights of another under Federal, State, or common law (see section 14411 et seq., Business and Professions Code)Publish: Mountain Views News Dates Pub: FEB 27, MAR 6, 13, 20, 2021: [16, 2167, 238, 2416]
- order-petition-text: EDLIN DANIELLE YOUSEFI FILED A PETITION WITH THE LOS ANGELES SUPERIOR COURT- GLENDALE COURT HOUSE NORTH CENTRAL JUDICIAL DISTRICT: [1177, 231, 1345, 316]
- legal-notice: [705, 161, 927, 434]
- order-publication: DIR - MVNEWS FEB 27, MARCH 6, 13, 2021: [1216, 848, 1345, 876]
- notice-body: The following person(s) is (are) doing business as: AMERICAN BAD BOY, ALEJANDRO MENDOZA, 61 BEDONIE BYRNE AVENUE, DOWNEY, CA 90242. Full name of registrant(s) is (are) ALEJANDRO MENDOZA, JR, 9356 BOYNE ST, DOWNEY, CA 90242. This Business is conducted by AN INDIVIDUAL. Signed: ALEJANDRO MENDOZA, JR, OWNER. This statement was filed with the County Clerk of Los Angeles County on 02/10/2021. The registrant(s) has (have) commenced to transact business under the fictitious business name or names listed above on N/A. NOTICE- This Fictitious Name Statement expires five years from the date it was filed in the office of the County Clerk. A new Fictitious Business Name Statement must be filed prior to that date. The filing of this statement does not of itself authorize the use in this state of a Fictitious Business Name in violation of the rights of another under Federal, State, or common law (see section 14411 et seq., Business and Professions Code)Publish: Mountain Views News Dates Pub: FEB 20, 27, MAR 6, 13, 2021: [475, 2214, 697, 2476]
- footer-email: Email: editor@mtnviewsnews.com: [855, 2550, 1079, 2566]
- column-6: [1167, 90, 1355, 2537]
- legal-notice: [245, 1205, 467, 1502]
- footer-fax: Fax: 626.609.3285: [718, 2550, 840, 2566]
- notice-body: The following person(s) is (are) doing business as: AL'S ALPINE ADVENTURES 2252 MERIDIAN BLVD UNIT 12, MAMMOTH LAKES, CA 93546. MAMMOTH SKI LESSONS 5623 ROUSE AVE, WOODLAND HILLS, CA 91367. Full name of registrant(s) is (are) KORDY 5623 ROUSE AVE WOODLAND HILLS, CA 91367. This Business is conducted by AN INDIVIDUAL. Signed: KORDY, OWNER. This statement was filed with the County Clerk of Los Angeles County on 02/27/2021. The registrant(s) has (have) commenced to transact business under the fictitious business name or names listed above on 01/2021. NOTICE- This Fictitious Name Statement expires five years from the date it was filed in the office of the County Clerk. A new Fictitious Business Name Statement must be filed prior to that date. The filing of this statement does not of itself authorize the use in this state of a Fictitious Business Name in violation of the rights of another under Federal, State, or common law (see section 14411 et seq., Business and Professions Code)Publish: Mountain Views News Dates Pub: FEB 27, MAR 6, 13, 20, 2021: [475, 1905, 697, 2179]
- notice-head: FICTITIOUS BUSINESS NAME STATEMENT File No. 2021030623: [935, 2214, 1157, 2237]
- notice-head: FICTITIOUS BUSINESS NAME STATEMENT File No. 2021049251: [16, 90, 238, 113]
- notice-body: The following person(s) is (are) doing business as: KANIE STYLES, 11403 MONA BLVD #202, LOS ANGELES, CA 90059. Full name of registrant(s) is (are) TASHONA KANIE JOHNSON, 11403 MONA BLVD #202, LOS ANGELES, CA 90059. This Business is conducted by AN INDIVIDUAL. Signed: TASHONA KANIE JOHNSON. This statement was filed with the County Clerk of Los Angeles County on 02/01/2021. The registrant(s) has (have) commenced to transact business under the fictitious business name or names listed above on N/A. NOTICE- This Fictitious Name Statement expires five years from the date it was filed in the office of the County Clerk. A new Fictitious Business Name Statement must be filed prior to that date. The filing of this statement does not of itself authorize the use in this state of a Fictitious Business Name in violation of the rights of another under Federal, State, or common law (see section 14411 et seq., Business and Professions Code)Publish: Mountain Views News Dates Pub: FEB 13, 20, 27, MARCH 6, 2021: [705, 2238, 927, 2487]
- legal-notice: [245, 1751, 467, 2025]
- notice-body: The following person(s) is (are) doing business as: LAKEWOOD'S WELLNESS CENTER, 5012 DUNROBIN AVE, LAKEWOOD, CA 90713. Full name of registrant(s) is (are) MICHAEL POSEILLA, 5012 DUNROBIN AVE, LAKEWOOD, CA 90713. This Business is conducted by AN INDIVIDUAL. Signed: MICHAEL POSEILLA. This statement was filed with the County Clerk of Los Angeles County on 01/28/2021. The registrant(s) has (have) commenced to transact business under the fictitious business name or names listed above on N/A. NOTICE- This Fictitious Name Statement expires five years from the date it was filed in the office of the County Clerk. A new Fictitious Business Name Statement must be filed prior to that date. The filing of this statement does not of itself authorize the use in this state of a Fictitious Business Name in violation of the rights of another under Federal, State, or common law (see section 14411 et seq., Business and Professions Code)Publish: Mountain Views News Dates Pub: FEB 13, 20, 27, MARCH 6, 2021: [705, 1953, 927, 2202]
- order-signature: Petitioner Appearing Pro Per EDLIN DANIELLE YOUSEFI 1350 GRAYNOLD AVE. GLENDALE, CA. 91202: [1192, 783, 1345, 840]
- order-to-show-cause-box: [1167, 90, 1355, 887]
- notice-head: FILE NO. 2021048170 STATEMENT OF ABANDONMENT OF USE OF FICTITIOUS BUSINESS NAME: [245, 1514, 467, 1549]
- notice-head: FICTITIOUS BUSINESS NAME STATEMENT File No. 2021053507: [16, 386, 238, 410]
- notice-body: The following person(s) GABRIEL DOMINGUEZ, 1716 W CLAUDE STREET, COMPTON, CA 90220; OSCAR MACIAS, 117 W CLAUDE STREET, COMPTON, CA 90220; have abandoned the use of the fictitious business name: LA AUTO CRAFT, 750 W ALONDRA BLVD, COMPTON, CA 90220. The fictitious business name referred to above was filed on 01/29/2021, in the county of Los Angeles. The original file number of 2021022041. The business was conducted by: A GENERAL PARTNERSHIP. This statement was filed with the County Clerk of Los Angeles on 01/29/2020. The business information in this statement is true and correct. (A registrant who declares as true information which he or she knows to be false, is guilty of a crime.) OSCAR MACIAS, GENERAL PARTNER. Publish: Mountain Views News Dates Pub: MARCH 6, 13, 20, 27, 2021: [245, 184, 467, 397]
- legal-notice: [475, 2191, 697, 2477]
- notice-body: The following person(s) is (are) doing business as: DMCV SCREENPRINTING 2235 16TH AVE, OAKLAND, CA 94606. Full name of registrant(s) is (are) DARYL MC DANIEL, 2235 16TH AVE, OAKLAND, CA 94606. This Business is conducted by AN INDIVIDUAL. Signed: DARYL MC DANIEL JR, OWNER. This statement was filed with the County Clerk of Los Angeles County on 02/03/2021. The registrant(s) has (have) commenced to transact business under the fictitious business name or names listed above on N/A. NOTICE- This Fictitious Name Statement expires five years from the date it was filed in the office of the County Clerk. A new Fictitious Business Name Statement must be filed prior to that date. The filing of this statement does not of itself authorize the use in this state of a Fictitious Business Name in violation of the rights of another under Federal, State, or common law (see section 14411 et seq., Business and Professions Code)Publish: ES Mountain Views News Dates Pub: FEB 13, 20, 27, MARCH 6, 2021: [935, 1953, 1157, 2202]
- notice-body: The following person(s) is (are) doing business as: NO COLOR LINES 10160 SANTA MONICA BLVD, SUITE 300, LOS ANGELES, CA 90067. Full name of registrant(s) is (are) GENEVA BRITTANY BROWN 1864 S 9TH ST LOS ANGELES, CA 90019. This Business is conducted by AN INDIVIDUAL. Signed: GENEVA BRITTANY BROWN, OWNER. This statement was filed with the County Clerk of Los Angeles County on 02/03/2021. The registrant(s) has (have) commenced to transact business under the fictitious business name or names listed above on 02/2021. NOTICE- This Fictitious Name Statement expires five years from the date it was filed in the office of the County Clerk. A new Fictitious Business Name: [245, 2356, 467, 2534]
- notice-head: FICTITIOUS BUSINESS NAME STATEMENT File No. 2021031018: [935, 1930, 1157, 1953]
- legal-notice: [245, 2334, 467, 2537]
- page-title: LEGAL NOTICES: [505, 8, 866, 55]
- notice-head: FICTITIOUS BUSINESS NAME STATEMENT File No. 2021-021890: [935, 742, 1157, 765]
- notice-body: The following person(s) is (are) doing business as: SECCO 2490 E 8TH ST LOS ANGELES, CA 90021. MAILING: 5119 KENNETH AVE, CULVER CITY, CA 90232. Full name of registrant(s) is (are) JOSE GUADALUPE SERRANO PEREZ 4314 STILLWELL AVE LOS ANGELES, CA 90032. This Business is conducted by AN INDIVIDUAL. Signed: JOSE GUADALUPE SERRANO PEREZ, OWNER. This statement was filed with the County Clerk of Los Angeles County on 01/27/2021. The registrant(s) has (have) commenced to transact business under the fictitious business name or names listed above on N/A. NOTICE- This Fictitious Name Statement expires five years from the date it was filed in the office of the County Clerk. A new Fictitious Business Name Statement must be filed prior to that date. The filing of this statement does not of itself authorize the use in this state of a Fictitious Business Name in violation of the rights of another under Federal, State, or common law (see section 14411 et seq., Business and Professions Code)Publish: ES Mountain Views News Dates Pub: FEB 13, 20, 27, MARCH 6, 2021: [935, 1050, 1157, 1311]
- legal-notice: [16, 2144, 238, 2417]
- notice-body: The following person(s) is (are) doing business as: LIT IT MOVING 1911 HAMLIN ST. APT. 6, RESEDA, CA 91335. Full name of registrant(s) is (are) EV MOVERS GLOBAL, INC. 19111 HAMLIN ST. APT 6, RESEDA, CA 91335. This Business is conducted by A CORPORATION. Signed: EV MOVERS GLOBAL, INC. BAKHTIARIDDIN LATYPOV, CEO. This statement was filed with the County Clerk of Los Angeles County on 02/03/2021. The registrant(s) has (have) commenced to transact business under the fictitious business name or names listed above on 01/2021. NOTICE- This Fictitious Name Statement expires five years from the date it was filed in the office of the County Clerk. A new Fictitious Business Name Statement must be filed prior to that date. The filing of this statement does not of itself authorize the use in this state of a Fictitious Business Name in violation of the rights of another under Federal, State, or common law (see section 14411 et seq., Business and Professions Code)Publish: ESMountain Views News Dates Pub: MAR 6, 13, 20, 27, 2021: [16, 707, 238, 968]
- notice-head: FILE NO. 2021-045804 STATEMENT OF ABANDONMENT OF USE OF FICTITIOUS BUSINESS NAME: [245, 410, 467, 445]
- notice-body: [935, 2535, 1157, 2537]
- legal-notice: [475, 672, 697, 957]
- legal-notice: [475, 2487, 697, 2537]
- notice-body: The following person(s) is (are) doing business as: DAY TRANSMISSIONS LLC, 805 W ROSECRANS AVE, GARDENA, CA 90247. Full name of registrant(s) is (are) DAY TRANSMISSIONS LLC, 805 W ROSECRANS AVE, GARDENA, CA 90247. This Business is conducted by A LIMITED LIABILITY COMPANY. Signed: RODOLFO SARABIA. This statement was filed with the County Clerk of Los Angeles County on 02/02/2021. The registrant(s) has (have) commenced to transact business under the fictitious business name or names listed above on N/A. NOTICE- This Fictitious Name Statement expires five years from the date it was filed in the office of the County Clerk. A new Fictitious Business Name Statement must be filed prior to that date. The filing of this statement does not of itself authorize the use in this state of a Fictitious Business Name in violation of the rights of another under Federal, State, or common law (see section 14411 et seq., Business and Professions Code)Publish: Mountain Views News Dates Pub: FEB 13, 20, 27, MARCH 6, 2021: [705, 1050, 927, 1311]
- order-title: ORDER TO SHOW CAUSE FOR CHANGE OF NAME: [1177, 100, 1345, 129]
